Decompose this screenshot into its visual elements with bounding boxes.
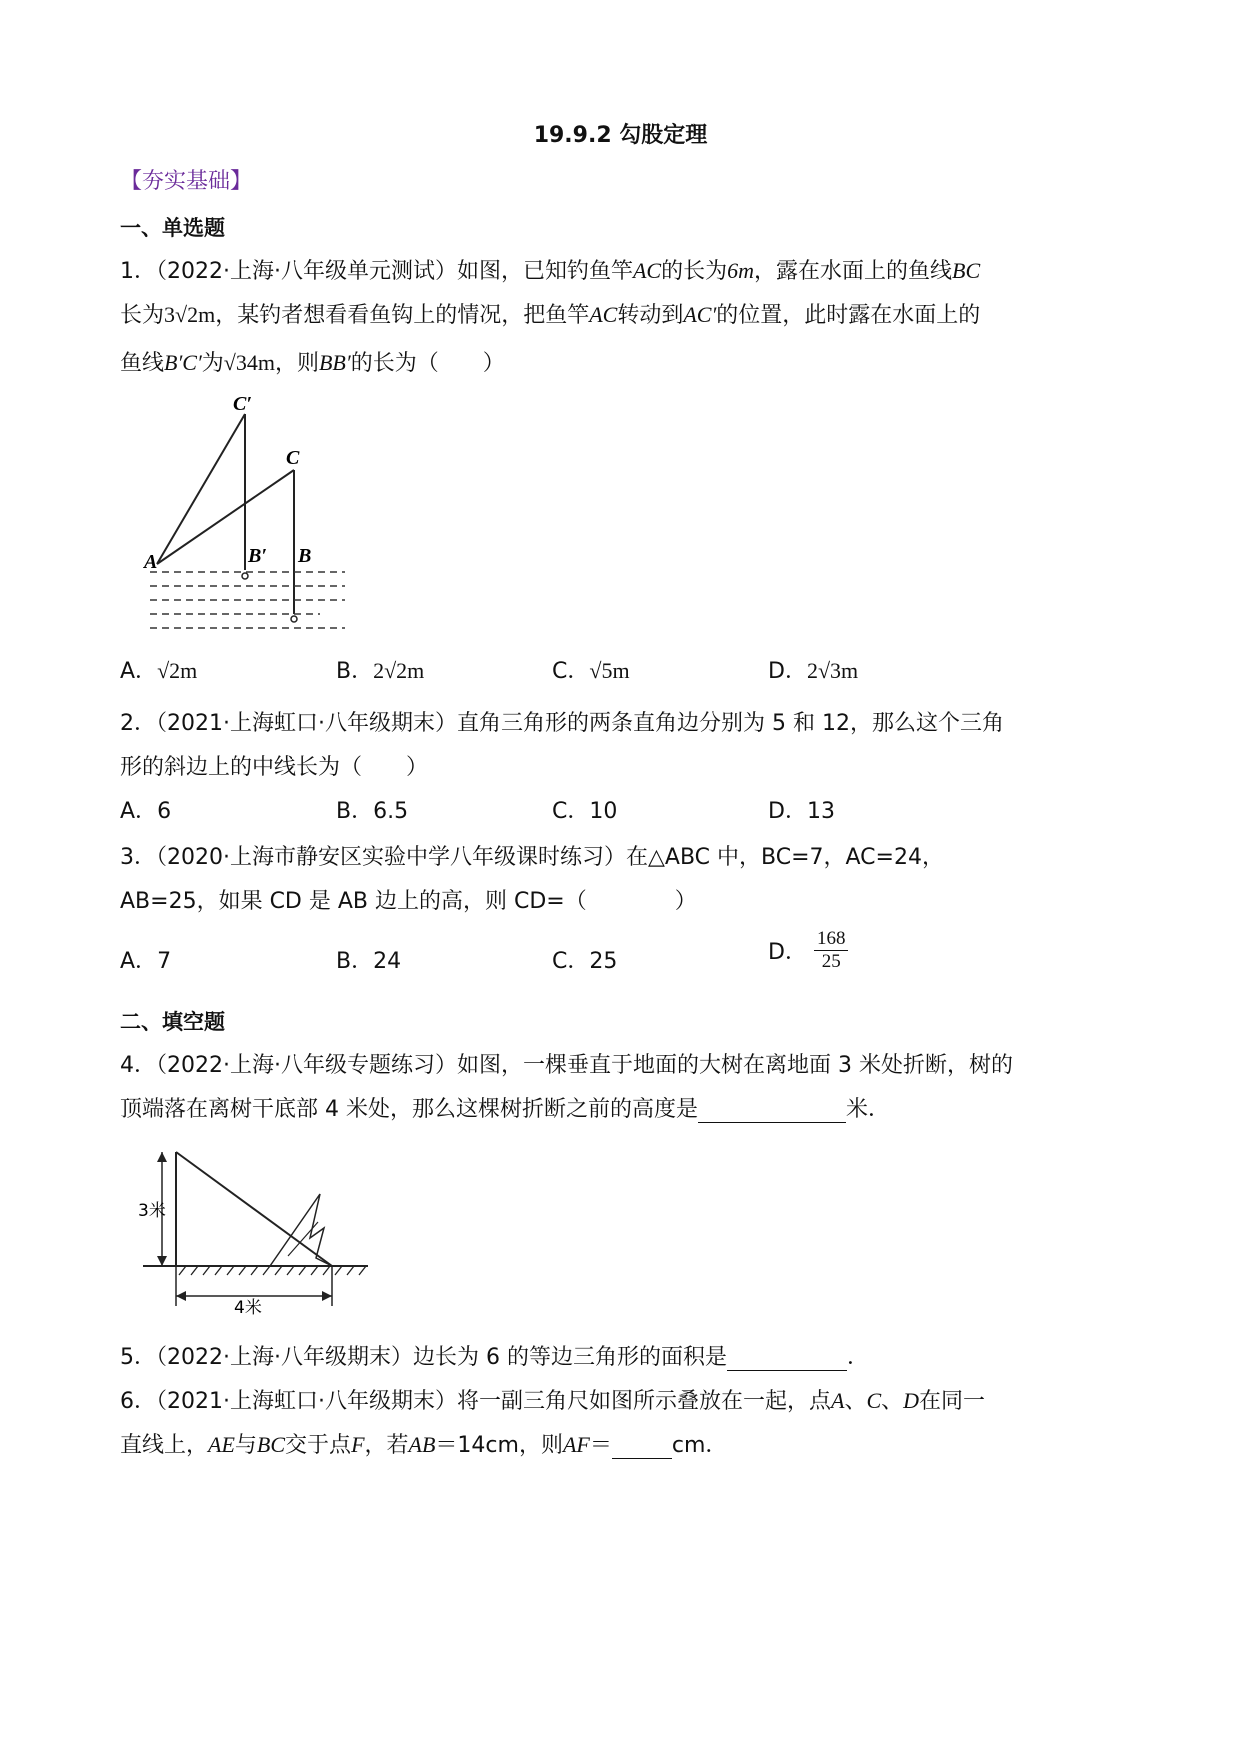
- hook-b-prime: [242, 573, 248, 579]
- q2-line-1: 2．（2021·上海虹口·八年级期末）直角三角形的两条直角边分别为 5 和 12，那么这个三角: [120, 711, 1004, 736]
- q5-answer-blank[interactable]: [727, 1345, 847, 1371]
- label-a: A: [144, 551, 158, 573]
- label-4m: 4米: [234, 1298, 262, 1316]
- fraction-168-25: $\frac{168}{25}$: [814, 928, 849, 973]
- q1-option-b[interactable]: B．2√2m: [336, 658, 425, 684]
- page-title: 19.9.2 勾股定理: [533, 123, 708, 148]
- q4-tree-figure: [138, 1146, 378, 1316]
- tree-crown: [270, 1194, 332, 1266]
- q3-option-d[interactable]: D． $\frac{168}{25}$: [768, 928, 848, 973]
- label-c-prime: C′: [233, 393, 252, 415]
- section-heading-single-choice: 一、单选题: [120, 216, 225, 240]
- q1-line-1: 1．（2022·上海·八年级单元测试）如图，已知钓鱼竿AC的长为6m，露在水面上的鱼线BC: [120, 258, 981, 284]
- q6-line-1: 6．（2021·上海虹口·八年级期末）将一副三角尺如图所示叠放在一起，点A、C、D在同一: [120, 1388, 986, 1414]
- q6-line-2: 直线上，AE与BC交于点F，若AB＝14cm，则AF＝ cm．: [120, 1432, 728, 1458]
- q1-option-c[interactable]: C．√5m: [552, 658, 630, 684]
- water-lines: [150, 572, 345, 628]
- q6-answer-blank[interactable]: [612, 1433, 672, 1459]
- q1-fishing-figure: [140, 392, 360, 632]
- q3-option-b[interactable]: B．24: [336, 949, 402, 974]
- ground-hatch: [179, 1266, 366, 1275]
- hook-b: [291, 616, 297, 622]
- section-tag: 【夯实基础】: [120, 169, 253, 194]
- q2-option-a[interactable]: A．6: [120, 799, 172, 824]
- q4-answer-blank[interactable]: [698, 1097, 846, 1123]
- section-heading-fill-blank: 二、填空题: [120, 1010, 225, 1034]
- label-c: C: [286, 447, 300, 469]
- rod-ac: [157, 470, 294, 564]
- q3-line-1: 3．（2020·上海市静安区实验中学八年级课时练习）在△ABC 中，BC=7，AC=24，: [120, 845, 944, 870]
- q1-option-a[interactable]: A．√2m: [120, 658, 198, 684]
- q1-line-3: 鱼线B′C′为√34m，则BB′的长为（ ）: [120, 350, 505, 376]
- q4-line-1: 4．（2022·上海·八年级专题练习）如图，一棵垂直于地面的大树在离地面 3 米处折断，树的: [120, 1053, 1013, 1078]
- q2-option-c[interactable]: C．10: [552, 799, 618, 824]
- q4-line-2: 顶端落在离树干底部 4 米处，那么这棵树折断之前的高度是 米．: [120, 1097, 891, 1122]
- q2-option-b[interactable]: B．6.5: [336, 799, 409, 824]
- label-3m: 3米: [138, 1201, 166, 1221]
- q2-option-d[interactable]: D．13: [768, 799, 835, 824]
- label-b-prime: B′: [248, 545, 267, 567]
- rod-ac-prime: [157, 414, 245, 564]
- q3-line-2: AB=25，如果 CD 是 AB 边上的高，则 CD=（ ）: [120, 889, 697, 914]
- fallen-top: [176, 1152, 332, 1266]
- q1-line-2: 长为3√2m，某钓者想看看鱼钩上的情况，把鱼竿AC转动到AC′的位置，此时露在水面上的: [120, 302, 981, 328]
- q1-option-d[interactable]: D．2√3m: [768, 658, 859, 684]
- q2-line-2: 形的斜边上的中线长为（ ）: [120, 755, 429, 780]
- q5-line: 5．（2022·上海·八年级期末）边长为 6 的等边三角形的面积是 ．: [120, 1345, 869, 1370]
- q3-option-a[interactable]: A．7: [120, 949, 172, 974]
- q3-option-c[interactable]: C．25: [552, 949, 618, 974]
- label-b: B: [298, 545, 312, 567]
